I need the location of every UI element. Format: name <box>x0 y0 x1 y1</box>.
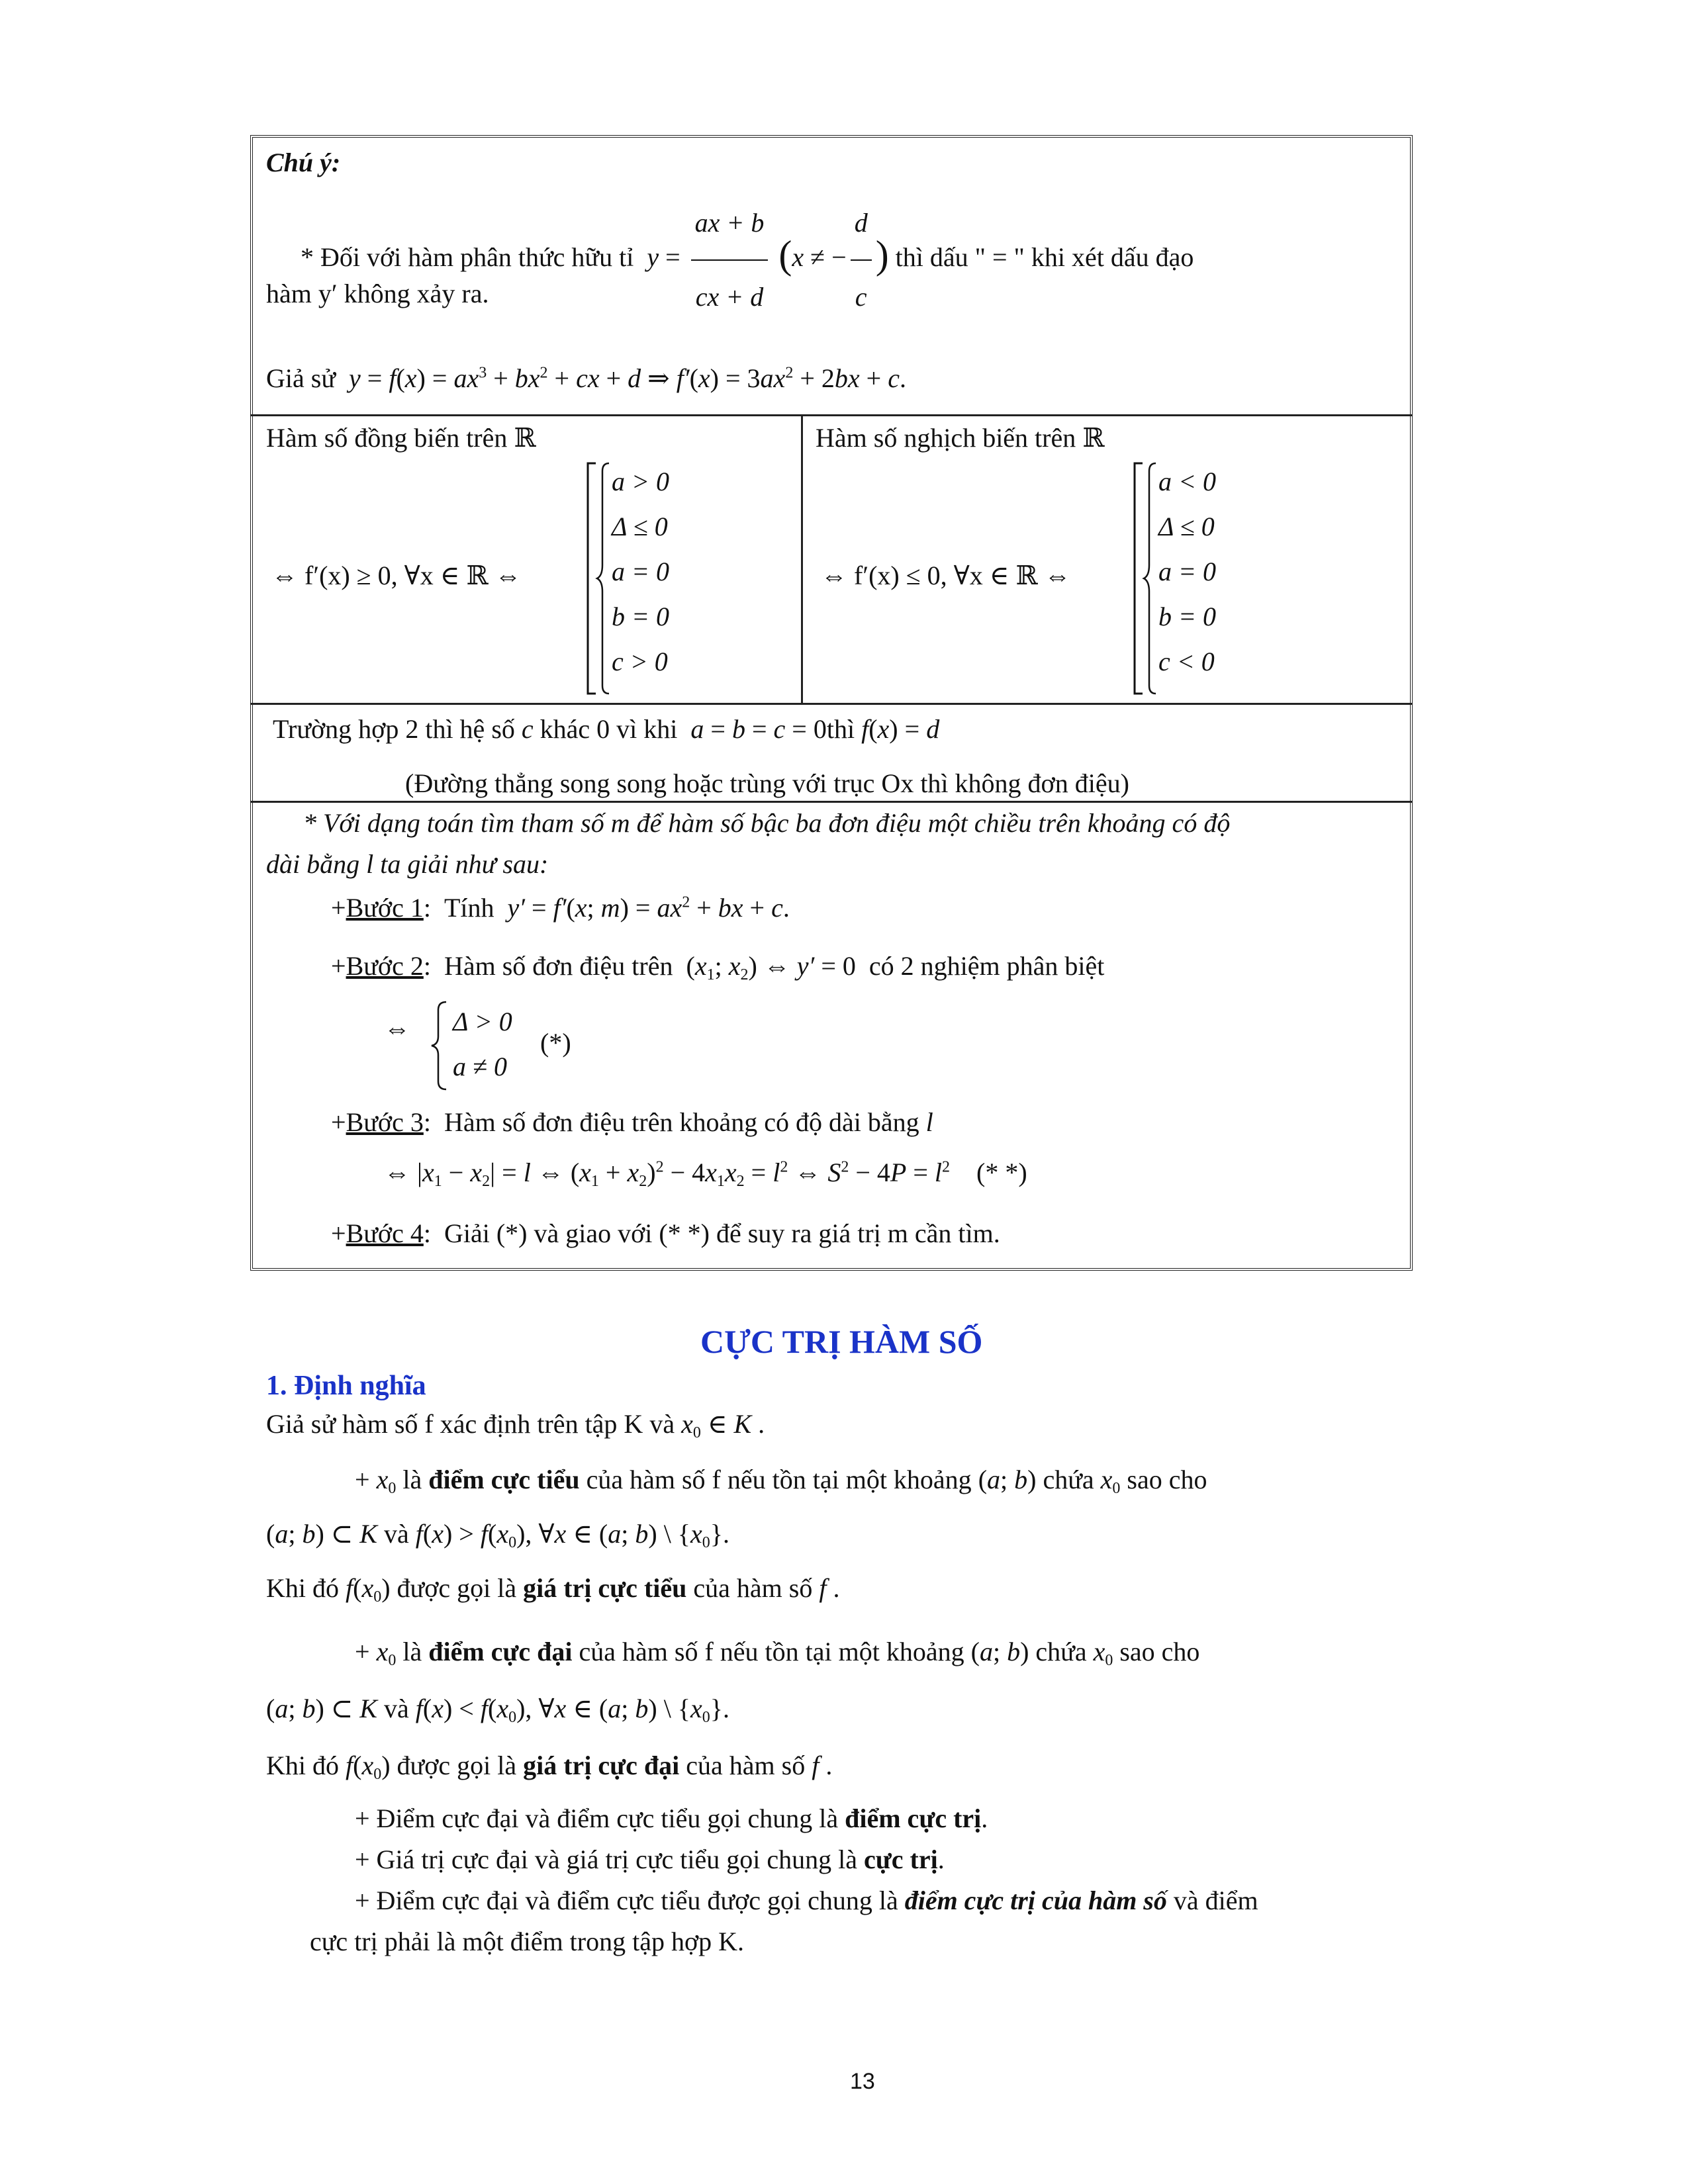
system-row: Δ ≤ 0 <box>1158 512 1215 541</box>
note-cubic-line: Giả sử $y = f(x) = ax^3 + bx^2$ + cx + d ⇒ $f'(x) = 3ax^2 + 2bx + c$. <box>266 363 906 393</box>
decreasing-system <box>1129 459 1288 698</box>
decreasing-header: Hàm số nghịch biến trên ℝ <box>816 423 1105 453</box>
section-title: CỰC TRỊ HÀM SỐ <box>700 1323 983 1360</box>
divider <box>250 703 1413 705</box>
step2-tag: (*) <box>540 1028 571 1058</box>
system-row: Δ > 0 <box>453 1007 512 1036</box>
max-point-condition: (a; b) ⊂ K và $f(x) < f(x_0)$, ∀x ∈ (a; b) \ $\{x_0\}$. <box>266 1694 729 1727</box>
system-row: a = 0 <box>1158 557 1216 586</box>
increasing-header: Hàm số đồng biến trên ℝ <box>266 423 536 453</box>
step1: +Bước 1: Tính y′ = f′(x; $m) = ax^2$ + bx + c. <box>331 893 790 923</box>
system-row: a > 0 <box>612 467 669 496</box>
system-row: c < 0 <box>1158 647 1215 676</box>
bracket-icon <box>1129 459 1158 698</box>
brace-icon <box>424 999 450 1092</box>
system-row: Δ ≤ 0 <box>612 512 668 541</box>
bullet-extreme-points: + Điểm cực đại và điểm cực tiểu gọi chung là điểm cực trị. <box>355 1803 988 1833</box>
case2-note: (Đường thẳng song song hoặc trùng với trục Ox thì không đơn điệu) <box>405 768 1129 798</box>
bracket-icon <box>583 459 612 698</box>
step2: +Bước 2: Hàm số đơn điệu trên ($x_1$; $x_2$) ⇔ y′ = 0 có 2 nghiệm phân biệt <box>331 951 1105 984</box>
page-number: 13 <box>850 2069 875 2094</box>
definition-intro: Giả sử hàm số f xác định trên tập K và $x_0$ ∈ K . <box>266 1409 765 1442</box>
min-value-def: Khi đó $f(x_0)$ được gọi là giá trị cực tiểu của hàm số f . <box>266 1573 840 1606</box>
method-intro: * Với dạng toán tìm tham số m để hàm số bậc ba đơn điệu một chiều trên khoảng có độ <box>303 808 1231 838</box>
step3-formula: ⇔ $|x_1 - x_2| = l$ ⇔ $(x_1 + x_2)^2 - 4x_1x_2 = l^2$ ⇔ $S^2 - 4P = l^2$ (* *) <box>384 1158 1027 1191</box>
bullet-function-extremes-2: cực trị phải là một điểm trong tập hợp K. <box>310 1927 745 1956</box>
decreasing-condition: ⇔ f′(x) ≤ 0, ∀x ∈ ℝ ⇔ <box>821 561 1071 590</box>
min-point-condition: (a; b) ⊂ K và $f(x) > f(x_0)$, ∀x ∈ (a; b) \ $\{x_0\}$. <box>266 1519 729 1552</box>
note-derivative-line: hàm y′ không xảy ra. <box>266 279 489 308</box>
system-row: b = 0 <box>612 602 669 631</box>
min-point-def: + $x_0$ là điểm cực tiểu của hàm số f nếu tồn tại một khoảng (a; b) chứa $x_0$ sao cho <box>355 1465 1207 1498</box>
step4: +Bước 4: Giải (*) và giao với (* *) để suy ra giá trị m cần tìm. <box>331 1218 1000 1248</box>
increasing-system <box>583 459 741 698</box>
divider <box>250 801 1413 803</box>
note-rational-line: * Đối với hàm phân thức hữu tỉ y = $\frac{ax + b}{cx + d}$ (x ≠ − $\frac{d}{c}$ ) thì dấu " = " khi xét dấu đạo <box>301 187 1194 334</box>
note-title: Chú ý: <box>266 148 341 177</box>
increasing-condition: ⇔ f′(x) ≥ 0, ∀x ∈ ℝ ⇔ <box>271 561 522 590</box>
case2-line: Trường hợp 2 thì hệ số c khác 0 vì khi a = b = c = 0thì f(x) = d <box>273 714 940 744</box>
system-row: a ≠ 0 <box>453 1052 507 1081</box>
system-row: a < 0 <box>1158 467 1216 496</box>
system-row: c > 0 <box>612 647 668 676</box>
max-point-def: + $x_0$ là điểm cực đại của hàm số f nếu tồn tại một khoảng (a; b) chứa $x_0$ sao cho <box>355 1637 1200 1670</box>
system-row: a = 0 <box>612 557 669 586</box>
bullet-extreme-values: + Giá trị cực đại và giá trị cực tiểu gọi chung là cực trị. <box>355 1844 945 1874</box>
divider <box>250 414 1413 416</box>
bullet-function-extremes: + Điểm cực đại và điểm cực tiểu được gọi chung là điểm cực trị của hàm số và điểm <box>355 1886 1258 1915</box>
step3: +Bước 3: Hàm số đơn điệu trên khoảng có độ dài bằng l <box>331 1107 933 1137</box>
max-value-def: Khi đó $f(x_0)$ được gọi là giá trị cực đại của hàm số f . <box>266 1751 833 1784</box>
step2-equivalent: ⇔ <box>384 1013 410 1043</box>
section-subtitle: 1. Định nghĩa <box>266 1371 426 1401</box>
system-row: b = 0 <box>1158 602 1216 631</box>
method-intro-2: dài bằng l ta giải như sau: <box>266 849 549 879</box>
divider <box>801 414 803 703</box>
